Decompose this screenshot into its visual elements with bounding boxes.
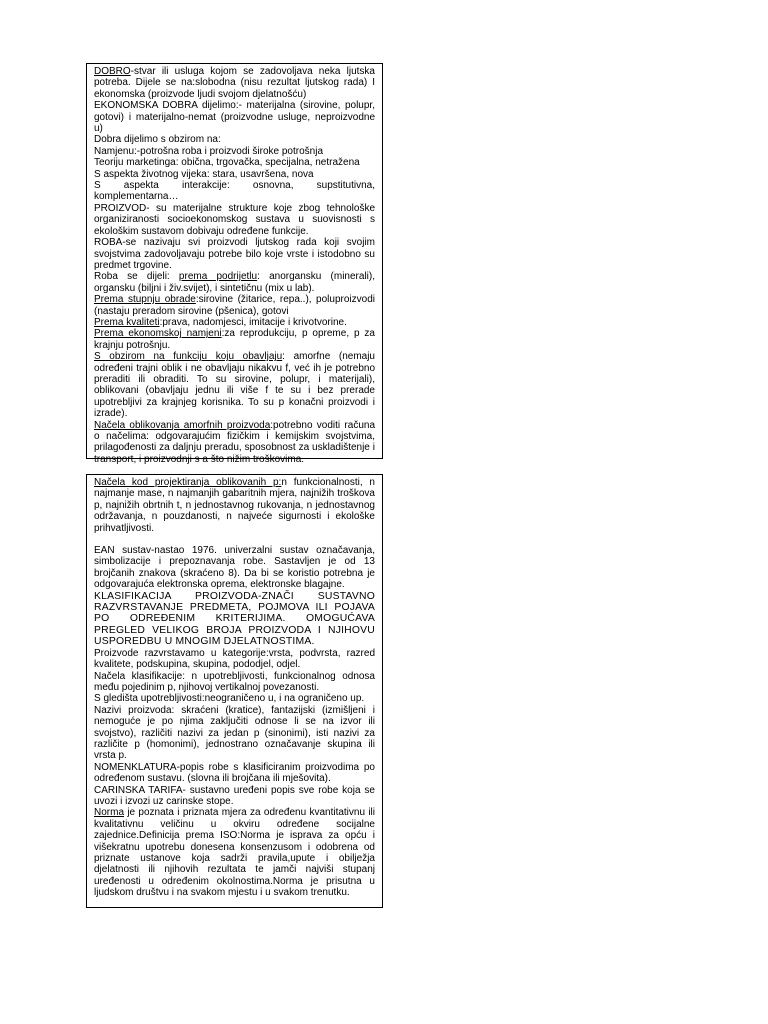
term-prema-podrijetlu: prema podrijetlu bbox=[178, 271, 258, 283]
term-prema-stupnju-obrade: Prema stupnju obrade bbox=[94, 294, 196, 306]
paragraph-klasifikacija: KLASIFIKACIJA PROIZVODA-ZNAČI SUSTAVNO RAZVRSTAVANJE PREDMETA, POJMOVA ILI POJAVA PO ODREĐENIM KRITERIJIMA. OMOGUĆAVA PREGLED VELIKOG BROJA PROIZVODA I NJIHOVU USPOREDBU U MNOGIM DJELATNOSTIMA. bbox=[94, 590, 375, 648]
term-norma: Norma bbox=[94, 807, 125, 819]
term-prema-kvaliteti: Prema kvaliteti bbox=[94, 316, 160, 328]
text-box-top bbox=[86, 63, 383, 465]
paragraph-nacela-amorfnih: Načela oblikovanja amorfnih proizvoda:potrebno voditi računa o načelima: odgovarajućim fizičkim i kemijskim svojstvima, prilagođenosti za daljnju preradu, sposobnost za uskladištenje i transport, i proizvodnji s a što nižim troškovima. bbox=[94, 419, 375, 465]
term-dobro: DOBRO bbox=[94, 66, 131, 77]
paragraph-kvaliteta: Prema kvaliteti:prava, nadomjesci, imitacije i krivotvorine. bbox=[94, 316, 347, 328]
paragraph-ekonomska-namjena: Prema ekonomskoj namjeni:za reprodukciju, p opreme, p za krajnju potrošnju. bbox=[94, 328, 375, 351]
paragraph-nomenklatura: NOMENKLATURA-popis robe s klasificiranim proizvodima po određenom sustavu. (slovna ili brojčana ili mješovita). bbox=[94, 761, 375, 785]
blank-line bbox=[94, 534, 375, 545]
paragraph-ekonomska-dobra: EKONOMSKA DOBRA dijelimo:- materijalna (sirovine, polupr, gotovi) i materijalno-nemat (proizvodne usluge, neproizvodne u) bbox=[94, 100, 375, 135]
paragraph-zivotni-vijek: S aspekta životnog vijeka: stara, usavršena, nova bbox=[94, 168, 314, 180]
paragraph-funkcija: S obzirom na funkciju koju obavljaju: amorfne (nemaju određeni trajni oblik i ne obavljaju nikakvu f, već ih je potrebno preraditi ili obraditi. To su sirovine, polupr, i materijali), oblikovani (obavljaju jednu ili više f te su i bez prerade upotrebljivi za krajnjeg korisnika. To su p konačni proizvodi i izrade). bbox=[94, 351, 375, 420]
paragraph-namjenu: Namjenu:-potrošna roba i proizvodi široke potrošnja bbox=[94, 145, 324, 157]
term-nacela-projektiranja: Načela kod projektiranja oblikovanih p: bbox=[94, 477, 282, 488]
paragraph-dobra-dijelimo: Dobra dijelimo s obzirom na: bbox=[94, 134, 221, 146]
paragraph-stupanj-obrade: Prema stupnju obrade:sirovine (žitarice, repa..), poluproizvodi (nastaju preradom sirovine (pšenica), gotovi bbox=[94, 294, 375, 317]
paragraph-nacela-projektiranja: Načela kod projektiranja oblikovanih p:n funkcionalnosti, n najmanje mase, n najmanjih gabaritnih mjera, najnižih troškova p, najnižih obrtnih t, n jednostavnog rukovanja, n jednostavnog održavanja, n pouzdanosti, n najveće sigurnosti i ekološke prihvatljivosti. bbox=[94, 477, 375, 534]
paragraph-norma: Norma je poznata i priznata mjera za određenu kvantitativnu ili kvalitativnu veličinu u okviru određene socijalne zajednice.Definicija prema ISO:Norma je isprava za opću i višekratnu upotrebu donesena konsenzusom i odobrena od priznate ustanove koja sadrži pravila,upute i obilježja djelatnosti ili njihovih rezultata te jamči najviši stupanj uređenosti u određenim okolnostima.Norma je prisutna u ljudskom društvu i na svakom mjestu i u svakom trenutku. bbox=[94, 807, 375, 899]
paragraph-nacela-klasifikacije: Načela klasifikacije: n upotrebljivosti, funkcionalnog odnosa među pojedinim p, njihovoj vertikalnoj povezanosti. bbox=[94, 670, 375, 693]
paragraph-roba: ROBA-se nazivaju svi proizvodi ljutskog rada koji svojim svojstvima zadovoljavaju potrebe bilo koje vrste i istodobno su predmet trgovine. bbox=[94, 237, 375, 271]
paragraph-carinska-tarifa: CARINSKA TARIFA- sustavno uređeni popis sve robe koja se uvozi i izvozi uz carinske stope. bbox=[94, 784, 375, 807]
term-prema-ekonomskoj-namjeni: Prema ekonomskoj namjeni bbox=[94, 328, 222, 340]
paragraph-nazivi-proizvoda: Nazivi proizvoda: skraćeni (kratice), fantazijski (izmišljeni i nemoguće je po njima zaključiti odnose li se na izvor ili svojstvo), različiti nazivi za jedan p (sinonimi), isti nazivi za različite p (homonimi), jednostrano označavanje skupina ili vrsta p. bbox=[94, 704, 375, 762]
paragraph-proizvod: PROIZVOD- su materijalne strukture koje zbog tehnološke organiziranosti socioekonomskog sustava u suovisnosti s ekološkim sustavom dobivaju određene funkcije. bbox=[94, 202, 375, 237]
paragraph-dobro: DOBRO-stvar ili usluga kojom se zadovoljava neka ljutska potreba. Dijele se na:slobodna (nisu rezultat ljutskog rada) I ekonomska (proizvode ljudi svojom djelatnošću) bbox=[94, 66, 375, 100]
paragraph-ean: EAN sustav-nastao 1976. univerzalni sustav označavanja, simbolizacije i prepoznavanja robe. Sastavljen je od 13 brojčanih znakova (skraćeno 8). Da bi se koristio potrebna je odgovarajuća elektronska oprema, elektronske blagajne. bbox=[94, 545, 375, 591]
paragraph-upotrebljivost: S gledišta upotrebljivosti:neograničeno u, i na ograničeno up. bbox=[94, 693, 365, 705]
paragraph-teoriju-marketinga: Teoriju marketinga: obična, trgovačka, specijalna, netražena bbox=[94, 157, 360, 169]
paragraph-kategorije: Proizvode razvrstavamo u kategorije:vrsta, podvrsta, razred kvalitete, podskupina, skupina, pododjel, odjel. bbox=[94, 647, 375, 671]
term-s-obzirom-na-funkciju: S obzirom na funkciju koju obavljaju bbox=[94, 351, 283, 363]
paragraph-roba-se-dijeli: Roba se dijeli: prema podrijetlu: anorgansku (minerali), organsku (biljni i živ.svijet), i sintetičnu (mix u lab). bbox=[94, 271, 376, 294]
term-nacela-oblikovanja: Načela oblikovanja amorfnih proizvoda bbox=[94, 419, 271, 431]
text-box-bottom bbox=[86, 474, 383, 908]
paragraph-interakcija: S aspekta interakcije: osnovna, supstitutivna, komplementarna… bbox=[94, 180, 375, 203]
